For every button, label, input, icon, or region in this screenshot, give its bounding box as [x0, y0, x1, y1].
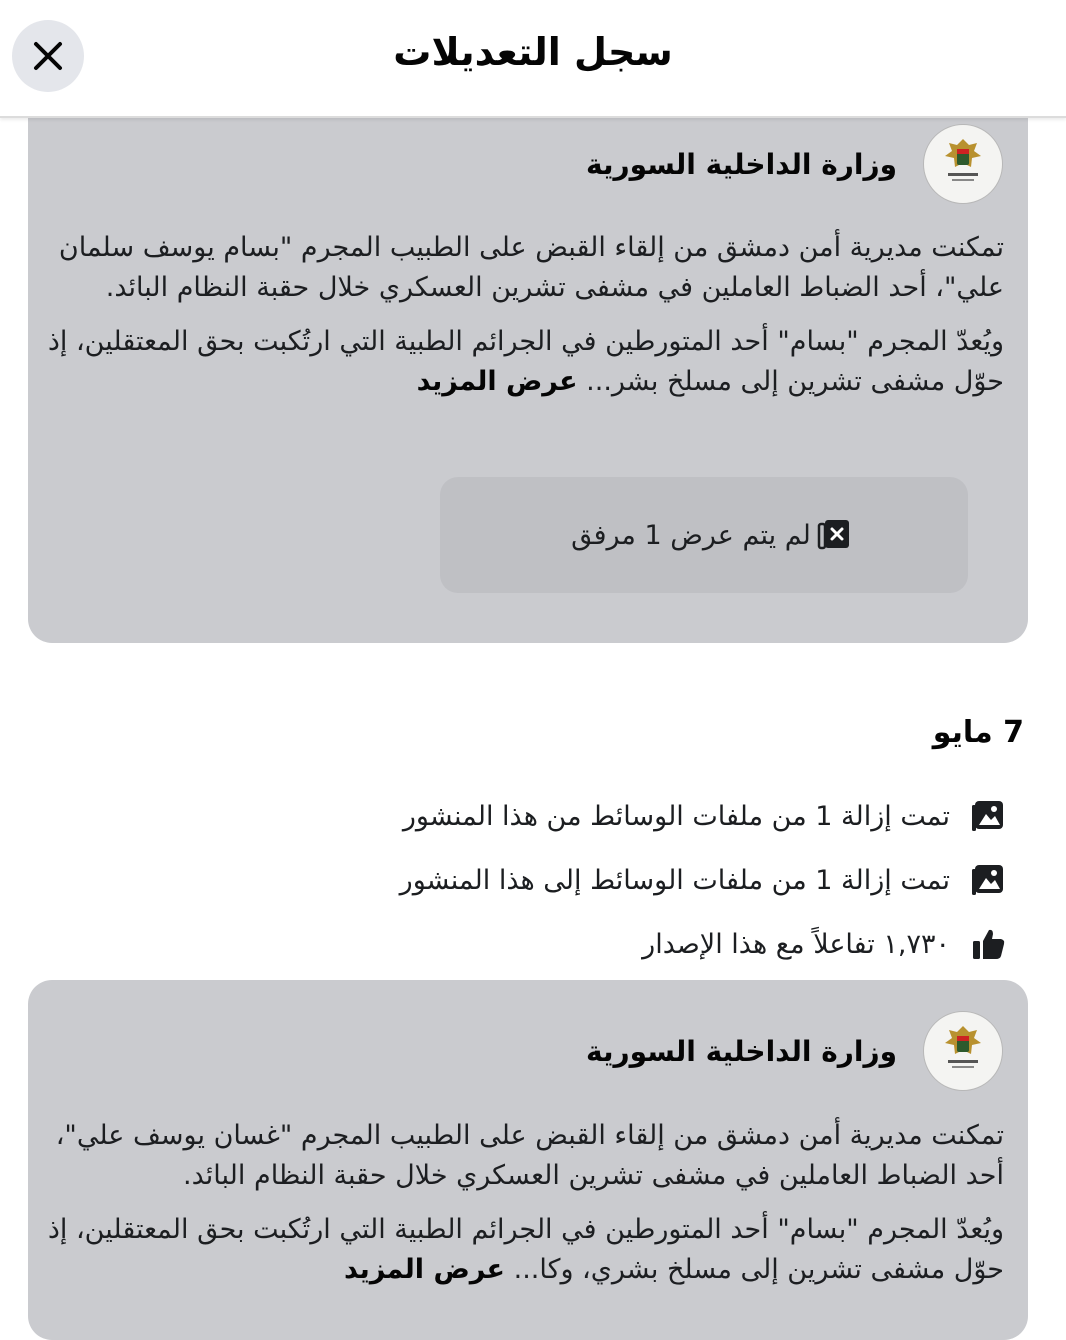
post-text [44, 228, 1004, 402]
photo-icon [972, 799, 1006, 833]
post-paragraph [44, 1210, 1004, 1290]
change-item [403, 796, 1006, 836]
post-paragraph-text: ويُعدّ المجرم "بسام" أحد المتورطين في الجرائم الطبية التي ارتُكبت بحق المعتقلين، إذ حوّل مشفى تشرين إلى مسلخ بشر... [47, 326, 1004, 397]
dialog-title: سجل التعديلات [393, 30, 673, 74]
author-name[interactable]: وزارة الداخلية السورية [586, 1034, 897, 1068]
hidden-attachment-icon [817, 518, 853, 552]
change-text: تمت إزالة 1 من ملفات الوسائط إلى هذا المنشور [399, 864, 950, 896]
post-text [44, 1116, 1004, 1290]
change-text: تمت إزالة 1 من ملفات الوسائط من هذا المنشور [402, 800, 950, 832]
version-card [28, 100, 1028, 643]
date-heading: 7 مايو [932, 715, 1024, 750]
dialog-header [0, 0, 1066, 118]
thumbs-up-icon [972, 927, 1006, 961]
photo-icon [972, 863, 1006, 897]
avatar[interactable] [923, 124, 1003, 204]
ministry-of-interior-logo [924, 125, 1002, 203]
see-more-link[interactable]: عرض المزيد [416, 366, 578, 397]
author-row [586, 124, 1003, 204]
post-paragraph-text: ويُعدّ المجرم "بسام" أحد المتورطين في الجرائم الطبية التي ارتُكبت بحق المعتقلين، إذ حوّل مشفى تشرين إلى مسلخ بشري، وكا... [47, 1214, 1004, 1285]
ministry-of-interior-logo [924, 1012, 1002, 1090]
change-item [400, 860, 1006, 900]
attachment-notice-text: لم يتم عرض 1 مرفق [571, 519, 811, 551]
post-paragraph [44, 322, 1004, 402]
post-paragraph: تمكنت مديرية أمن دمشق من إلقاء القبض على الطبيب المجرم "غسان يوسف علي"، أحد الضباط العاملين في مشفى تشرين العسكري خلال حقبة النظام البائد. [55, 1120, 1004, 1191]
see-more-link[interactable]: عرض المزيد [344, 1254, 506, 1285]
post-paragraph: تمكنت مديرية أمن دمشق من إلقاء القبض على الطبيب المجرم "بسام يوسف سلمان علي"، أحد الضباط العاملين في مشفى تشرين العسكري خلال حقبة النظام البائد. [58, 232, 1004, 303]
change-text: ١,٧٣٠ تفاعلاً مع هذا الإصدار [642, 928, 950, 960]
author-name[interactable]: وزارة الداخلية السورية [586, 147, 897, 181]
change-item [642, 924, 1006, 964]
avatar[interactable] [923, 1011, 1003, 1091]
version-card [28, 980, 1028, 1340]
author-row [586, 1011, 1003, 1091]
hidden-attachment-notice [440, 477, 968, 593]
